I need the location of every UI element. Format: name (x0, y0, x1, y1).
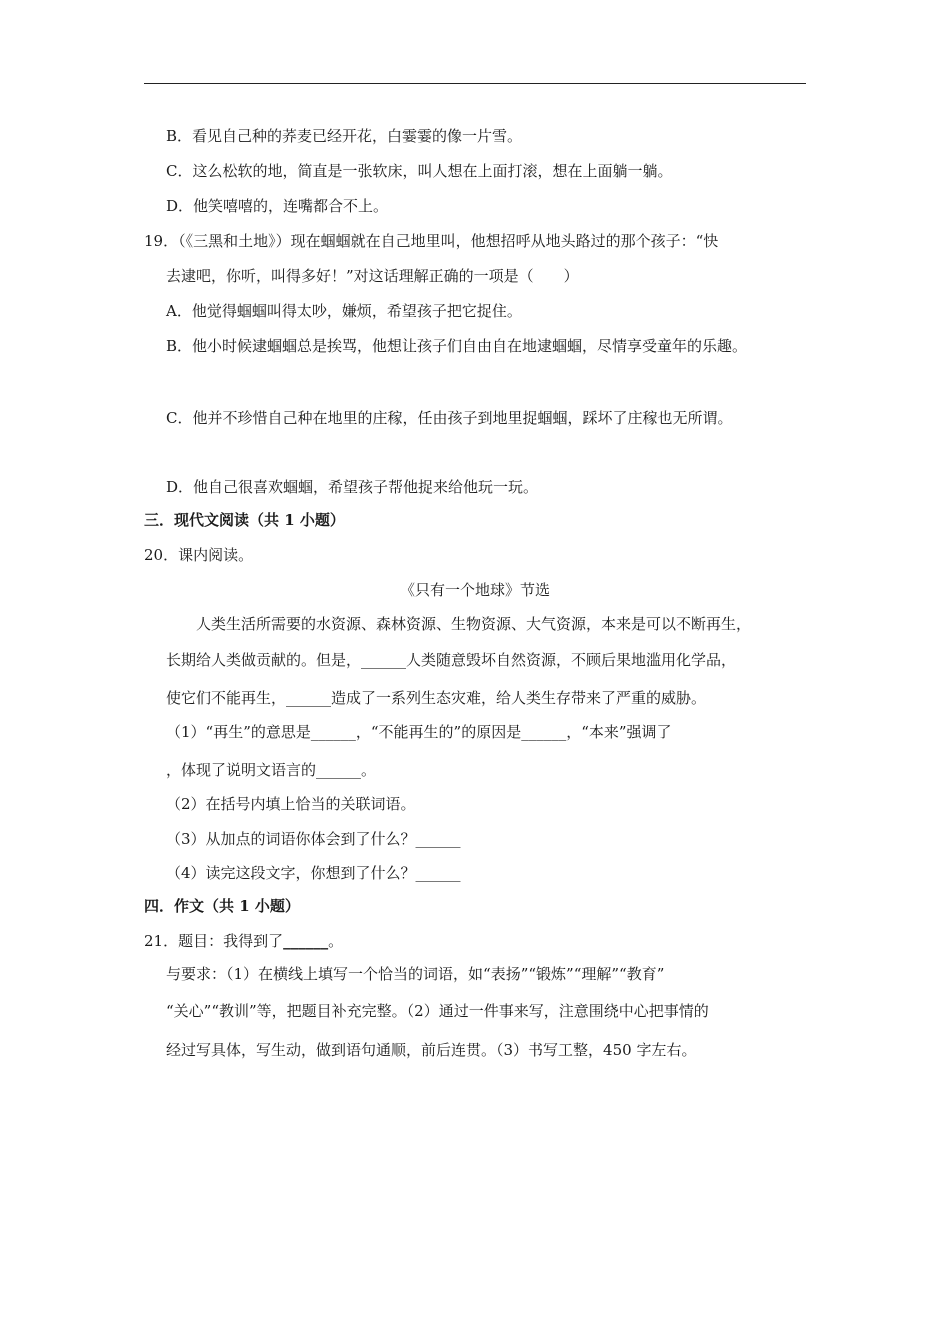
q20-sub2: （2）在括号内填上恰当的关联词语。 (166, 795, 416, 813)
q21-title-blank: ______ (283, 932, 329, 950)
q20-sub1-line1: （1）“再生”的意思是______，“不能再生的”的原因是______，“本来”强调了 (166, 723, 672, 741)
q21-requirement-line1: 与要求：（1）在横线上填写一个恰当的词语，如“表扬”“锻炼”“理解”“教育” (166, 965, 665, 983)
q18-option-d: D．他笑嘻嘻的，连嘴都合不上。 (166, 197, 389, 215)
passage-title: 《只有一个地球》节选 (399, 581, 550, 599)
header-rule (144, 83, 806, 84)
q19-option-b: B．他小时候逮蝈蝈总是挨骂，他想让孩子们自由自在地逮蝈蝈，尽情享受童年的乐趣。 (166, 337, 748, 355)
q20-stem: 20．课内阅读。 (144, 546, 254, 564)
passage-line-1: 人类生活所需要的水资源、森林资源、生物资源、大气资源，本来是可以不断再生， (196, 615, 752, 633)
q21-requirement-line3: 经过写具体，写生动，做到语句通顺，前后连贯。（3）书写工整，450 字左右。 (166, 1041, 697, 1059)
q18-option-b: B．看见自己种的荞麦已经开花，白霎霎的像一片雪。 (166, 127, 523, 145)
q20-sub3: （3）从加点的词语你体会到了什么？______ (166, 830, 461, 848)
q19-option-d: D．他自己很喜欢蝈蝈，希望孩子帮他捉来给他玩一玩。 (166, 478, 539, 496)
q20-sub1-line2: ，体现了说明文语言的______。 (166, 761, 377, 779)
passage-line-3: 使它们不能再生，______造成了一系列生态灾难，给人类生存带来了严重的威胁。 (166, 689, 707, 707)
q21-title-suffix: 。 (328, 932, 344, 950)
q18-option-c: C．这么松软的地，简直是一张软床，叫人想在上面打滚，想在上面躺一躺。 (166, 162, 673, 180)
q19-option-c: C．他并不珍惜自己种在地里的庄稼，任由孩子到地里捉蝈蝈，踩坏了庄稼也无所谓。 (166, 409, 733, 427)
section4-heading: 四．作文（共 1 小题） (144, 897, 300, 915)
q19-stem-line2: 去逮吧，你听，叫得多好！”对这话理解正确的一项是（ ） (166, 267, 579, 285)
q21-title-prefix: 21．题目：我得到了 (144, 932, 284, 950)
q20-sub4: （4）读完这段文字，你想到了什么？______ (166, 864, 461, 882)
passage-line-2: 长期给人类做贡献的。但是，______人类随意毁坏自然资源，不顾后果地滥用化学品， (166, 651, 737, 669)
q21-title (144, 931, 343, 951)
q21-requirement-line2: “关心”“教训”等，把题目补充完整。（2）通过一件事来写，注意围绕中心把事情的 (166, 1002, 709, 1020)
section3-heading: 三．现代文阅读（共 1 小题） (144, 511, 345, 529)
q19-option-a: A．他觉得蝈蝈叫得太吵，嫌烦，希望孩子把它捉住。 (166, 302, 522, 320)
q19-stem-line1: 19．（《三黑和土地》）现在蝈蝈就在自己地里叫，他想招呼从地头路过的那个孩子：“快 (144, 232, 719, 250)
